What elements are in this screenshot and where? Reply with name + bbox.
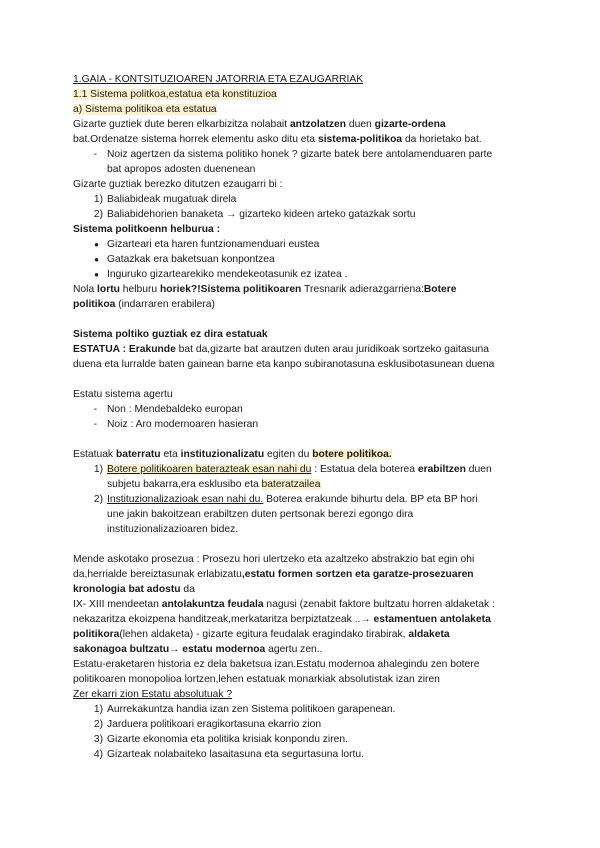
bullet-item: ● Gizarteari eta haren funtzionamenduari eustea bbox=[94, 239, 320, 250]
heading-sistema-poltiko: Sistema poltiko guztiak ez dira estatuak bbox=[73, 329, 268, 340]
mende-line-1: Mende askotako prosezua : Prosezu hori ulertzeko eta azaltzeko abstrakzio bat egin ohi bbox=[73, 554, 475, 565]
list-item: 2) Baliabidehorien banaketa → gizarteko kideen arteko gatazkak sortu bbox=[93, 209, 416, 220]
list-item: 1) Aurrekakuntza handia izan zen Sistema politikoen garapenean. bbox=[93, 704, 396, 715]
nola-line-1: Nola lortu helburu horiek?!Sistema politikoaren Tresnarik adierazgarriena:Botere bbox=[73, 284, 457, 295]
subsection-heading-a: a) Sistema politikoa eta estatua bbox=[73, 104, 217, 115]
mende-question: Zer ekarri zion Estatu absolutuak ? bbox=[73, 689, 233, 700]
paragraph-1-line-2: bat.Ordenatze sistema horrek elementu asko ditu eta sistema-politikoa da horietako bat. bbox=[73, 134, 482, 145]
list-item: 3) Gizarte ekonomia eta politika krisiak konpondu ziren. bbox=[93, 734, 348, 745]
dash-item-continuation: bat apropos adosten duenenean bbox=[107, 164, 256, 175]
paragraph-3: Estatu sistema agertu bbox=[73, 389, 173, 400]
bullet-item: ● Inguruko gizartearekiko mendekeotasunik ez izatea . bbox=[94, 269, 348, 280]
list-item-continuation: instituzionalizazioaren bidez. bbox=[107, 524, 239, 535]
mende-line-9: politikoaren monopolioa lortzen,lehen estatuak monarkiak absolutistak izan ziren bbox=[73, 674, 440, 685]
mende-line-2: da,herrialde bereiztasunak erlabizatu,estatu formen sortzen eta garatze-prosezuaren bbox=[73, 569, 474, 580]
mende-line-4: IX- XIII mendeetan antolakuntza feudala nagusi (zenabit faktore bultzatu horren aldaketak : bbox=[73, 599, 495, 610]
mende-line-5: nekazaritza ekoizpena handitzeak,merkataritza berpiztatzeak ..→ estamentuen antolaketa bbox=[73, 614, 491, 625]
list-item-continuation: subjetu bakarra,era esklusibo eta bateratzailea bbox=[107, 479, 321, 490]
list-item-continuation: une jakin bakoitzean erabiltzen duten pertsonak berezi egongo dira bbox=[107, 509, 414, 520]
dash-item: - Noiz agertzen da sistema politiko honek ? gizarte batek bere antolamenduaren parte bbox=[93, 149, 493, 160]
nola-line-2: politikoa (indarraren erabilera) bbox=[73, 299, 215, 310]
section-heading-1-1: 1.1 Sistema politkoa,estatua eta konstituzioa bbox=[73, 89, 277, 100]
estatua-line-2: duena eta lurralde baten gainean barne eta kanpo subiranotasuna esklusibotasunean duena bbox=[73, 359, 495, 370]
document-title: 1.GAIA - KONTSITUZIOAREN JATORRIA ETA EZAUGARRIAK bbox=[73, 74, 364, 85]
estatua-line-1: ESTATUA : Erakunde bat da,gizarte bat arautzen duten arau juridikoak sortzeko gaitasuna bbox=[73, 344, 489, 355]
list-item: 1) Botere politikoaren baterazteak esan nahi du : Estatua dela boterea erabiltzen duen bbox=[93, 464, 492, 475]
list-item: 4) Gizarteak nolabaiteko lasaitasuna eta segurtasuna lortu. bbox=[93, 749, 365, 760]
baterat-line: Estatuak baterratu eta instituzionalizatu egiten du botere politikoa. bbox=[73, 449, 392, 460]
document-page bbox=[73, 72, 533, 762]
list-item: 2) Jarduera politikoari eragikortasuna ekarrio zion bbox=[93, 719, 322, 730]
mende-line-7: sakonagoa bultzatu→ estatu modernoa agertu zen.. bbox=[73, 644, 323, 655]
dash-item: - Non : Mendebaldeko europan bbox=[93, 404, 243, 415]
list-item: 2) Instituzionalizazioak esan nahi du. Boterea erakunde bihurtu dela. BP eta BP hori bbox=[93, 494, 478, 505]
paragraph-1-line-1: Gizarte guztiek dute beren elkarbizitza nolabait antzolatzen duen gizarte-ordena bbox=[73, 119, 446, 130]
bullet-item: ● Gatazkak era baketsuan konpontzea bbox=[94, 254, 275, 265]
paragraph-2: Gizarte guztiak berezko ditutzen ezaugarri bi : bbox=[73, 179, 283, 190]
dash-item: - Noiz : Aro modernoaren hasieran bbox=[93, 419, 259, 430]
mende-line-8: Estatu-eraketaren historia ez dela baketsua izan.Estatu modernoa ahalegindu zen botere bbox=[73, 659, 480, 670]
list-item: 1) Baliabideak mugatuak direla bbox=[93, 194, 237, 205]
mende-line-6: politikora(lehen aldaketa) - gizarte egitura feudalak eragindako tirabirak, aldaketa bbox=[73, 629, 450, 640]
mende-line-3: kronologia bat adostu da bbox=[73, 584, 195, 595]
heading-sistema-helburua: Sistema politkoenn helburua : bbox=[73, 224, 221, 235]
